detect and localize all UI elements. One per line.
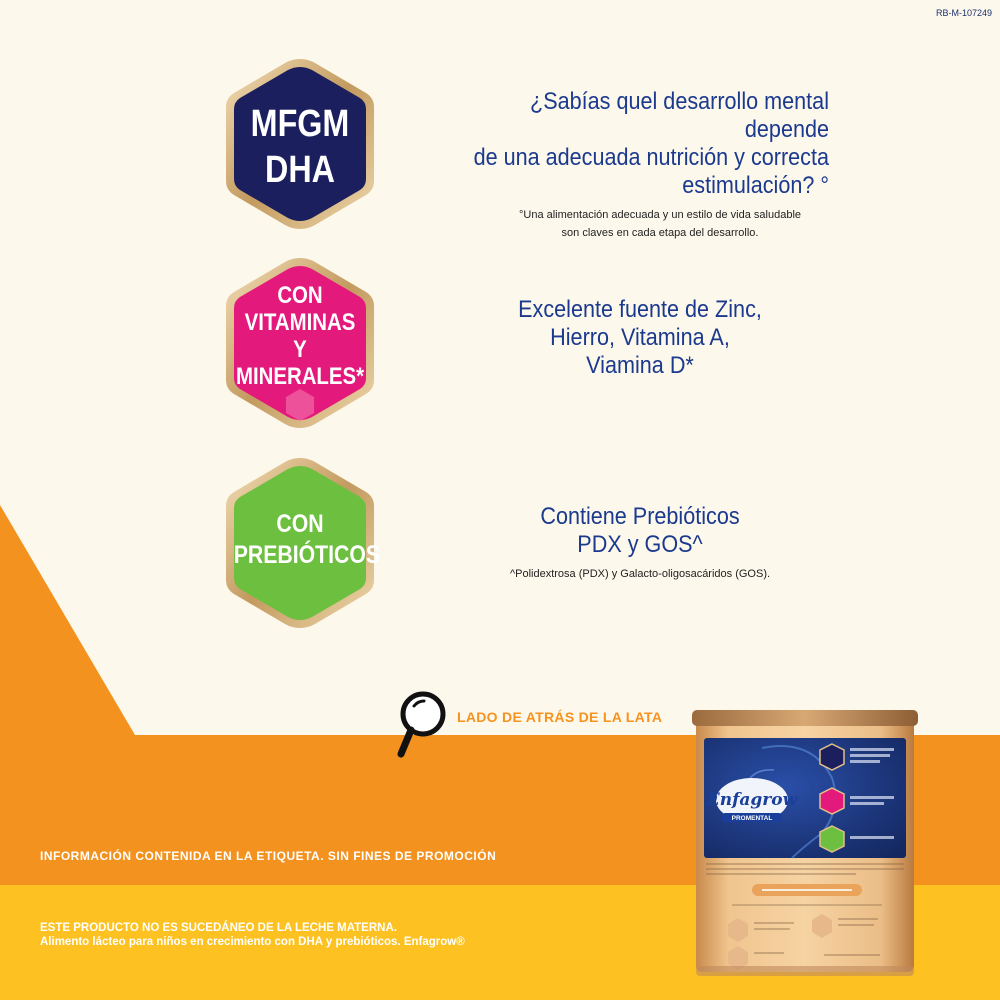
enfagrow-can-image	[692, 708, 918, 978]
can-brand-text: Enfagrow	[706, 790, 798, 810]
badge-mfgm-dha-text: MFGM DHA	[250, 103, 350, 191]
badge-vitaminas-minerales-text: CON VITAMINAS Y MINERALES*	[235, 282, 365, 390]
badge-mfgm-dha	[222, 57, 378, 231]
badge-prebioticos	[222, 456, 381, 630]
breastmilk-disclaimer: ESTE PRODUCTO NO ES SUCEDÁNEO DE LA LECHE MATERNA.	[40, 922, 397, 934]
mental-development-line-3: estimulación? °	[682, 172, 829, 199]
mental-development-note: °Una alimentación adecuada y un estilo de vida saludable son claves en cada etapa del desarrollo.	[518, 209, 802, 239]
badge-vitaminas-minerales	[222, 256, 378, 430]
label-info-notice: INFORMACIÓN CONTENIDA EN LA ETIQUETA. SIN FINES DE PROMOCIÓN	[40, 849, 497, 863]
can-sub-text: PROMENTAL	[731, 815, 773, 822]
prebiotics-block	[490, 503, 790, 583]
mental-development-block	[430, 88, 850, 242]
back-of-can-label: LADO DE ATRÁS DE LA LATA	[457, 709, 663, 725]
mental-development-line-2: de una adecuada nutrición y correcta	[473, 144, 829, 171]
vitamins-line-1: Excelente fuente de Zinc,	[518, 296, 762, 323]
vitamins-line-2: Hierro, Vitamina A,	[550, 324, 730, 351]
orange-triangle-decoration	[0, 505, 140, 745]
prebiotics-line-1: Contiene Prebióticos	[540, 503, 740, 530]
reference-code: RB-M-107249	[935, 8, 992, 18]
product-description: Alimento lácteo para niños en crecimiento con DHA y prebióticos. Enfagrow®	[40, 936, 465, 948]
prebiotics-note: ^Polidextrosa (PDX) y Galacto-oligosacáridos (GOS).	[509, 568, 771, 580]
prebiotics-line-2: PDX y GOS^	[577, 531, 703, 558]
vitamins-block	[490, 296, 790, 380]
magnifier-icon	[394, 690, 452, 762]
vitamins-line-3: Viamina D*	[586, 352, 694, 379]
badge-prebioticos-text: CON PREBIÓTICOS	[233, 510, 381, 569]
mental-development-line-1: ¿Sabías quel desarrollo mental depende	[530, 88, 829, 143]
